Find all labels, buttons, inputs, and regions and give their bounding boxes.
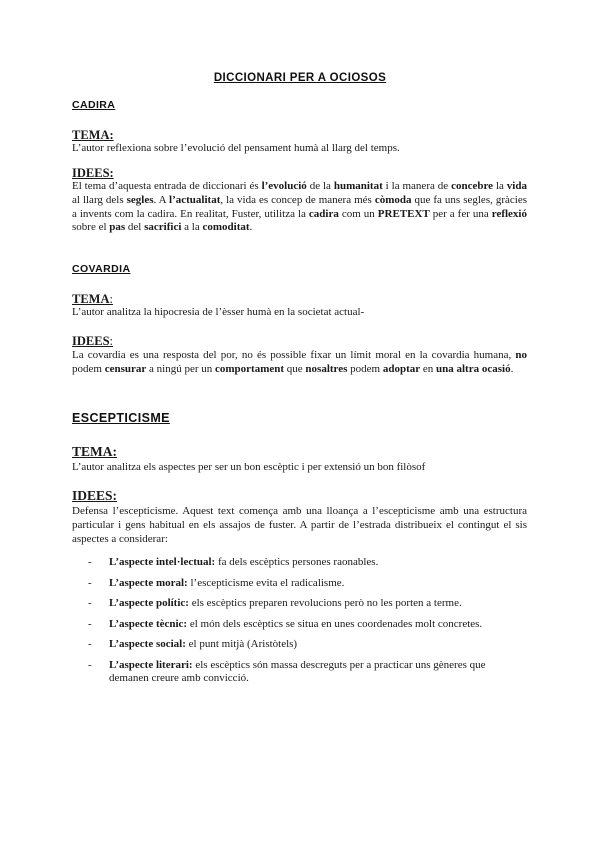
body-text: podem <box>347 362 383 375</box>
emphasis-text: vida <box>506 180 527 192</box>
emphasis-text: adoptar <box>382 362 421 375</box>
section-heading-cadira: CADIRA <box>72 99 116 111</box>
body-text: que <box>284 362 306 375</box>
covardia-tema-label-text: TEMA <box>72 292 110 306</box>
emphasis-text: pas <box>109 221 126 234</box>
emphasis-text: censurar <box>104 362 147 375</box>
body-text: . <box>510 362 514 375</box>
body-text: sobre el <box>72 221 110 234</box>
body-text: a la <box>181 221 203 234</box>
emphasis-text: comportament <box>214 362 285 375</box>
section-heading-escepticisme: ESCEPTICISME <box>72 411 170 425</box>
body-text: en <box>420 362 437 375</box>
body-text: . <box>249 221 253 234</box>
body-text: al llarg dels <box>72 193 127 206</box>
emphasis-text: nosaltres <box>305 362 348 375</box>
body-text: i la manera de <box>382 180 452 192</box>
covardia-tema-label: TEMA: <box>72 292 113 306</box>
escepticisme-tema-label: TEMA: <box>72 444 117 459</box>
cadira-idees-label: IDEES: <box>72 166 114 180</box>
covardia-idees-label: IDEES: <box>72 334 114 348</box>
body-text: podem <box>72 362 105 375</box>
emphasis-text: PRETEXT <box>377 207 430 220</box>
emphasis-text: comoditat <box>202 221 250 234</box>
body-text: per a fer una <box>429 207 492 220</box>
emphasis-text: no <box>515 349 527 361</box>
cadira-idees-text <box>72 180 527 235</box>
body-text: de la <box>306 180 334 192</box>
aspect-item: - L’aspecte moral: l’escepticisme evita el radicalisme. <box>88 576 345 589</box>
body-text: que fa uns segles, gràcies a invents com la cadira. En realitat, Fuster, utilitza la <box>72 193 527 220</box>
aspect-item: - L’aspecte polític: els escèptics preparen revolucions però no les porten a terme. <box>88 597 462 609</box>
body-text: com un <box>338 207 378 220</box>
escepticisme-idees-label: IDEES: <box>72 488 118 503</box>
covardia-idees-label-text: IDEES <box>72 334 110 348</box>
body-text: del <box>125 221 145 234</box>
aspect-item: - L’aspecte social: el punt mitjà (Aristòtels) <box>88 638 298 650</box>
emphasis-text: cadira <box>308 207 339 220</box>
covardia-tema-text: L’autor analitza la hipocresia de l’èsser humà en la societat actual- <box>72 306 365 318</box>
body-text: a ningú per un <box>146 362 215 375</box>
body-text: El tema d’aquesta entrada de diccionari és <box>72 180 262 192</box>
emphasis-text: humanitat <box>333 180 383 192</box>
cadira-tema-text: L’autor reflexiona sobre l’evolució del pensament humà al llarg del temps. <box>72 142 400 154</box>
emphasis-text: segles <box>126 193 154 206</box>
aspect-item: - L’aspecte intel·lectual: fa dels escèptics persones raonables. <box>88 556 379 568</box>
emphasis-text: còmoda <box>374 193 412 206</box>
body-text: . A <box>153 193 170 206</box>
emphasis-text: l’actualitat <box>169 193 221 206</box>
aspect-item: - L’aspecte tècnic: el món dels escèptics se situa en unes coordenades molt concretes. <box>88 617 483 630</box>
aspects-list <box>72 556 527 686</box>
cadira-tema-label: TEMA: <box>72 128 114 142</box>
aspect-item: - L’aspecte literari: els escèptics són massa descreguts per a practicar uns gèneres que demanen creure amb convicció. <box>88 658 486 684</box>
body-text: La covardia es una resposta del por, no és possible fixar un límit moral en la covardia humana, <box>72 349 516 361</box>
covardia-idees-text <box>72 349 527 377</box>
document-title: DICCIONARI PER A OCIOSOS <box>213 72 387 84</box>
emphasis-text: l’evolució <box>261 180 307 192</box>
section-heading-covardia: COVARDIA <box>72 263 131 275</box>
body-text: la <box>493 180 507 192</box>
body-text: , la vida es concep de manera més <box>220 193 375 206</box>
escepticisme-tema-text: L’autor analitza els aspectes per ser un bon escèptic i per extensió un bon filòsof <box>72 461 426 473</box>
emphasis-text: sacrifici <box>144 221 182 234</box>
emphasis-text: concebre <box>451 180 494 192</box>
emphasis-text: una altra ocasió <box>436 362 511 375</box>
escepticisme-idees-intro: Defensa l’escepticisme. Aquest text comença amb una lloança a l’escepticisme amb una estructura particular i gens habitual en els assajos de fuster. A partir de l’estrada distribueix el contingut el sis aspectes a considerar: <box>72 505 527 545</box>
emphasis-text: reflexió <box>491 207 527 220</box>
